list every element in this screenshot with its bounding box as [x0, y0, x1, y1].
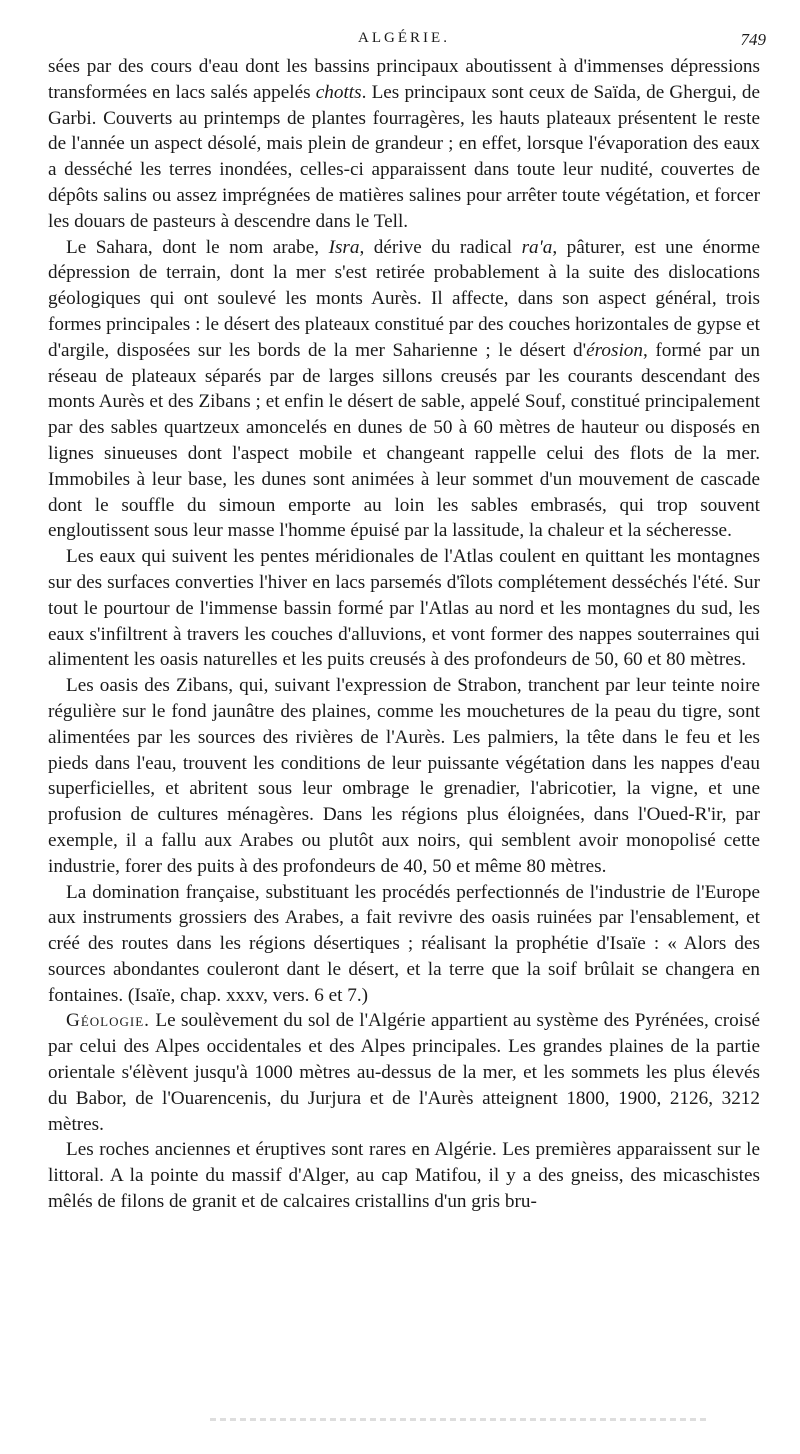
text-run: sées par des cours d'eau dont les bassins principaux aboutissent à d'immenses dépressions transformées en lacs salés appelés [48, 56, 760, 103]
text-run: . Les principaux sont ceux de Saïda, de Ghergui, de Garbi. Couverts au printemps de plantes fourragères, les hauts plateaux présentent le reste de l'année un aspect désolé, mais plein de grandeur ; en effet, lorsque l'évaporation des eaux a desséché les terres inondées, celles-ci apparaissent dans toute leur nudité, couvertes de dépôts salins ou assez imprégnées de matières salines pour arrêter toute végétation, et forcer les douars de pasteurs à descendre dans le Tell. [48, 81, 761, 232]
paragraph-hauts-plateaux [48, 54, 760, 235]
paragraph-roches: Les roches anciennes et éruptives sont rares en Algérie. Les premières apparaissent sur le littoral. A la pointe du massif d'Alger, au cap Matifou, il y a des gneiss, des micaschistes mêlés de filons de granit et de calcaires cristallins d'un gris bru- [48, 1139, 760, 1213]
paragraph-oasis: Les oasis des Zibans, qui, suivant l'expression de Strabon, tranchent par leur teinte noire régulière sur le fond jaunâtre des plaines, comme les mouchetures de la peau du tigre, sont alimentées par les sources des rivières de l'Aurès. Les palmiers, la tête dans le feu et les pieds dans l'eau, trouvent les conditions de leur puissante végétation dans les nappes d'eau superficielles, et abritent sous leur ombrage le grenadier, l'abricotier, la vigne, et une profusion de cultures ménagères. Dans les régions plus éloignées, dans l'Oued-R'ir, par exemple, il a fallu aux Arabes ou plutôt aux noirs, qui semblent avoir monopolisé cette industrie, forer des puits à des profondeurs de 40, 50 et même 80 mètres. [48, 675, 760, 877]
text-run: Le soulèvement du sol de l'Algérie appartient au système des Pyrénées, croisé par celui des Alpes occidentales et des Alpes principales. Les grandes plaines de la partie orientale s'élèvent jusqu'à 1000 mètres au-dessus de la mer, et les sommets les plus élevés du Babor, de l'Ouarencenis, du Jurjura et de l'Aurès atteignent 1800, 1900, 2126, 3212 mètres. [48, 1010, 760, 1135]
section-heading: Géologie. [66, 1010, 150, 1032]
italic-term: érosion [586, 339, 643, 361]
running-head: ALGÉRIE. [358, 30, 450, 46]
text-run: Le Sahara, dont le nom arabe, [66, 236, 329, 258]
page-header [48, 26, 766, 54]
italic-term: ra'a [521, 236, 553, 258]
italic-term: Isra [328, 236, 360, 258]
text-run: , pâturer, est une énorme dépression de terrain, dont la mer s'est retirée probablement à la suite des dislocations géologiques qui ont soulevé les monts Aurès. Il affecte, dans son aspect général, trois formes principales : le désert des plateaux constitué par des couches horizontales de gypse et d'argile, disposées sur les bords de la mer Saharienne ; le désert d' [48, 236, 761, 361]
faint-bleed-through-line [210, 1418, 710, 1421]
body-text [48, 54, 760, 1215]
paragraph-geologie [48, 1008, 760, 1137]
paragraph-domination: La domination française, substituant les procédés perfectionnés de l'industrie de l'Europe aux instruments grossiers des Arabes, a fait revivre des oasis ruinées par l'ensablement, et créé des routes dans les régions désertiques ; réalisant la prophétie d'Isaïe : « Alors des sources abondantes couleront dant le désert, et la terre que la soif brûlait se changera en fontaines. (Isaïe, chap. xxxv, vers. 6 et 7.) [48, 881, 760, 1006]
paragraph-eaux: Les eaux qui suivent les pentes méridionales de l'Atlas coulent en quittant les montagnes sur des surfaces converties l'hiver en lacs parsemés d'îlots complétement desséchés l'été. Sur tout le pourtour de l'immense bassin formé par l'Atlas au nord et les montagnes du sud, les eaux s'infiltrent à travers les couches d'alluvions, et vont former des nappes souterraines qui alimentent les oasis naturelles et les puits creusés à des profondeurs de 50, 60 et 80 mètres. [48, 546, 760, 671]
page-number: 749 [740, 30, 766, 49]
text-run: , formé par un réseau de plateaux séparés par de larges sillons creusés par les courants descendant des monts Aurès et des Zibans ; et enfin le désert de sable, appelé Souf, constitué principalement par des sables quartzeux amoncelés en dunes de 50 à 60 mètres de hauteur ou disposés en lignes sinueuses dont l'aspect mobile et changeant rappelle celui des flots de la mer. Immobiles à leur base, les dunes sont animées à leur sommet d'un mouvement de cascade dont le souffle du simoun emporte au loin les sables embrasés, qui trop souvent engloutissent sous leur masse l'homme épuisé par la lassitude, la chaleur et la sécheresse. [48, 339, 760, 542]
text-run: , dérive du radical [359, 236, 522, 258]
book-page [48, 26, 766, 1215]
paragraph-sahara [48, 235, 760, 545]
italic-term: chotts [315, 81, 362, 103]
